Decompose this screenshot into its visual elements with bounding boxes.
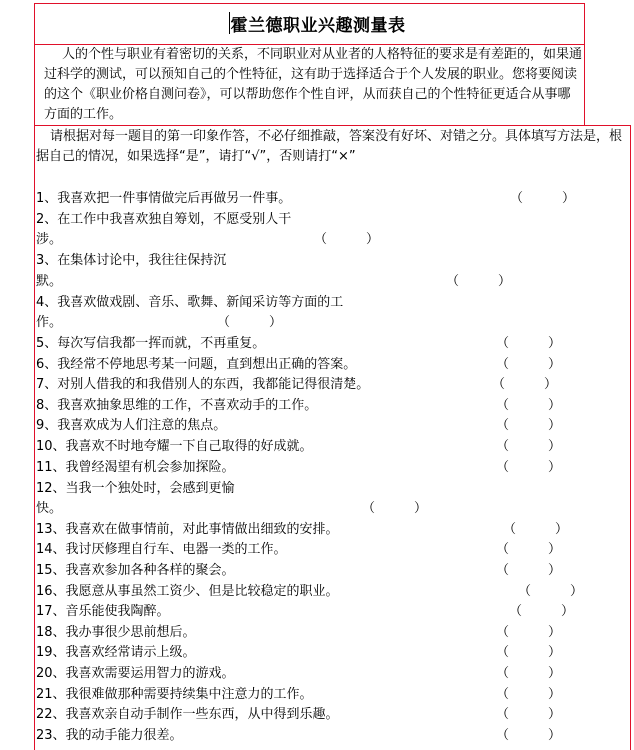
answer-blank[interactable]: （ ） — [314, 232, 380, 247]
question-text[interactable]: 23、我的动手能力很差。 — [36, 728, 183, 743]
question-text[interactable]: 2、在工作中我喜欢独自筹划，不愿受别人干 — [36, 212, 292, 227]
question-text[interactable]: 9、我喜欢成为人们注意的焦点。 — [36, 418, 227, 433]
answer-blank[interactable]: （ ） — [496, 625, 562, 640]
document-title[interactable]: 霍兰德职业兴趣测量表 — [230, 16, 406, 36]
question-text[interactable]: 12、当我一个独处时，会感到更愉 — [36, 481, 235, 496]
question-text[interactable]: 14、我讨厌修理自行车、电器一类的工作。 — [36, 542, 287, 557]
answer-blank[interactable]: （ ） — [509, 604, 575, 619]
question-text[interactable]: 10、我喜欢不时地夸耀一下自己取得的好成就。 — [36, 439, 313, 454]
answer-blank[interactable]: （ ） — [518, 584, 584, 599]
question-text[interactable]: 17、音乐能使我陶醉。 — [36, 604, 170, 619]
answer-blank[interactable]: （ ） — [496, 563, 562, 578]
answer-blank[interactable]: （ ） — [496, 666, 562, 681]
answer-blank[interactable]: （ ） — [362, 501, 428, 516]
answer-blank[interactable]: （ ） — [510, 191, 576, 206]
question-text[interactable]: 1、我喜欢把一件事情做完后再做另一件事。 — [36, 191, 292, 206]
answer-blank[interactable]: （ ） — [217, 315, 283, 330]
question-text[interactable]: 20、我喜欢需要运用智力的游戏。 — [36, 666, 235, 681]
question-text[interactable]: 涉。 — [36, 232, 63, 247]
answer-blank[interactable]: （ ） — [492, 377, 558, 392]
question-text[interactable]: 22、我喜欢亲自动手制作一些东西，从中得到乐趣。 — [36, 707, 339, 722]
question-text[interactable]: 5、每次写信我都一挥而就，不再重复。 — [36, 336, 266, 351]
question-text[interactable]: 7、对别人借我的和我借别人的东西，我都能记得很清楚。 — [36, 377, 370, 392]
question-text[interactable]: 快。 — [36, 501, 63, 516]
question-text[interactable]: 21、我很难做那种需要持续集中注意力的工作。 — [36, 687, 313, 702]
answer-blank[interactable]: （ ） — [496, 687, 562, 702]
question-text[interactable]: 11、我曾经渴望有机会参加探险。 — [36, 460, 235, 475]
question-text[interactable]: 16、我愿意从事虽然工资少、但是比较稳定的职业。 — [36, 584, 339, 599]
question-text[interactable]: 13、我喜欢在做事情前，对此事情做出细致的安排。 — [36, 522, 339, 537]
question-text[interactable]: 4、我喜欢做戏剧、音乐、歌舞、新闻采访等方面的工 — [36, 295, 344, 310]
answer-blank[interactable]: （ ） — [496, 542, 562, 557]
answer-blank[interactable]: （ ） — [496, 357, 562, 372]
answer-blank[interactable]: （ ） — [496, 460, 562, 475]
answer-blank[interactable]: （ ） — [496, 336, 562, 351]
answer-blank[interactable]: （ ） — [496, 418, 562, 433]
answer-blank[interactable]: （ ） — [496, 707, 562, 722]
question-text[interactable]: 6、我经常不停地思考某一问题，直到想出正确的答案。 — [36, 357, 357, 372]
answer-blank[interactable]: （ ） — [496, 645, 562, 660]
question-text[interactable]: 19、我喜欢经常请示上级。 — [36, 645, 196, 660]
answer-blank[interactable]: （ ） — [496, 728, 562, 743]
question-text[interactable]: 18、我办事很少思前想后。 — [36, 625, 196, 640]
answer-blank[interactable]: （ ） — [503, 522, 569, 537]
question-text[interactable]: 15、我喜欢参加各种各样的聚会。 — [36, 563, 235, 578]
answer-blank[interactable]: （ ） — [496, 398, 562, 413]
question-text[interactable]: 作。 — [36, 315, 63, 330]
question-text[interactable]: 默。 — [36, 274, 63, 289]
answer-blank[interactable]: （ ） — [446, 274, 512, 289]
question-text[interactable]: 8、我喜欢抽象思维的工作，不喜欢动手的工作。 — [36, 398, 318, 413]
answer-blank[interactable]: （ ） — [496, 439, 562, 454]
intro-paragraph[interactable]: 人的个性与职业有着密切的关系，不同职业对从业者的人格特征的要求是有差距的，如果通过科学的测试，可以预知自己的个性特征，这有助于选择适合于个人发展的职业。您将要阅读的这个《职业价格自测问卷》，可以帮助您作个性自评，从而获自己的个性特征更适合从事哪方面的工作。 — [44, 47, 583, 122]
question-text[interactable]: 3、在集体讨论中，我往往保持沉 — [36, 253, 227, 268]
instructions-paragraph[interactable]: 请根据对每一题目的第一印象作答，不必仔细推敲，答案没有好坏、对错之分。具体填写方法是，根据自己的情况，如果选择“是”，请打“√”，否则请打“×” — [36, 129, 623, 164]
